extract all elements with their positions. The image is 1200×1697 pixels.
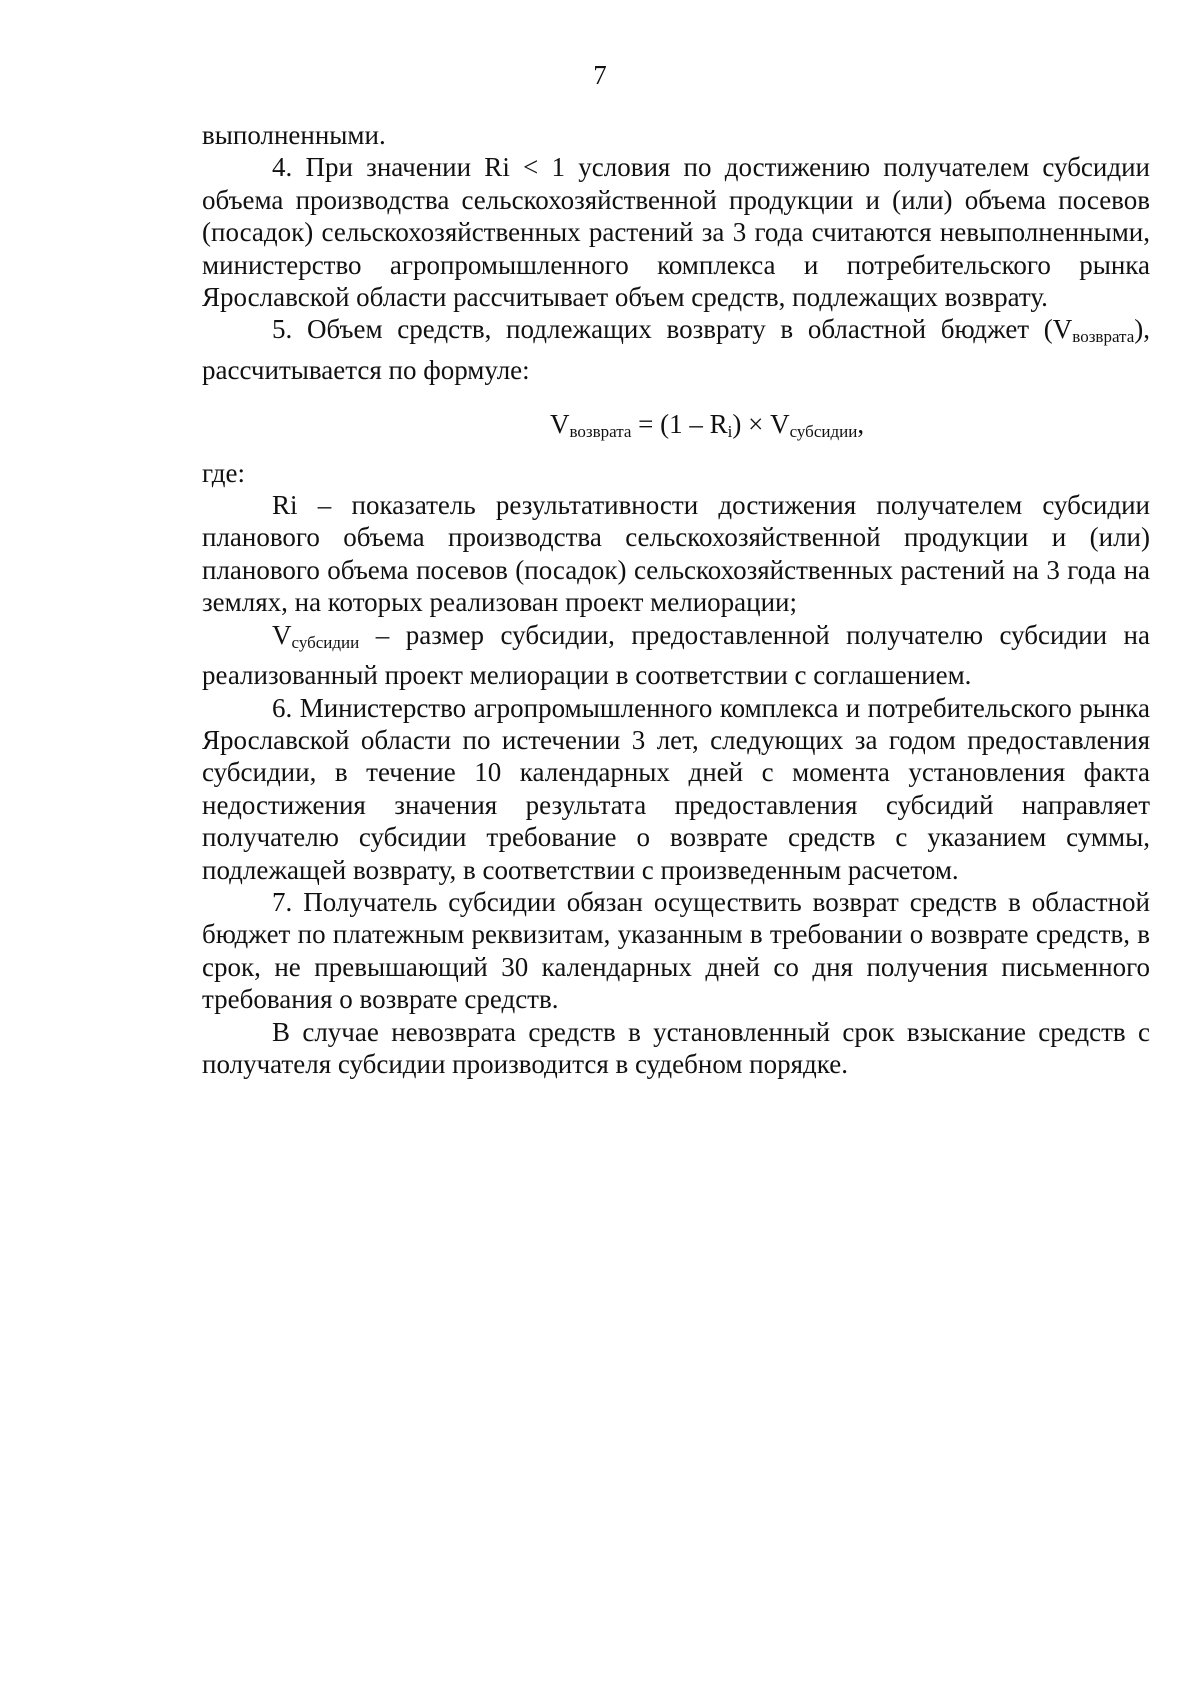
page-number: 7	[593, 60, 607, 90]
definition-ri: Ri – показатель результативности достижения получателем субсидии планового объема производства сельскохозяйственной продукции и (или) планового объема посевов (посадок) сельскохозяйственных растений на 3 года на землях, на которых реализован проект мелиорации;	[202, 490, 1150, 618]
paragraph-8: В случае невозврата средств в установленный срок взыскание средств с получателя субсидии производится в судебном порядке.	[202, 1016, 1150, 1079]
paragraph-5	[202, 313, 1150, 386]
formula-sub1: возврата	[569, 422, 632, 442]
paragraph-5-before: 5. Объем средств, подлежащих возврату в областной бюджет (V	[272, 314, 1073, 345]
where-label: где:	[202, 457, 245, 488]
formula	[202, 408, 1150, 448]
paragraph-continuation: выполненными.	[202, 120, 386, 150]
formula-middle: = (1 – R	[631, 409, 728, 440]
formula-middle2: ) × V	[732, 409, 790, 440]
formula-end: ,	[857, 409, 865, 440]
paragraph-7: 7. Получатель субсидии обязан осуществить возврат средств в областной бюджет по платежным реквизитам, указанным в требовании о возврате средств, в срок, не превышающий 30 календарных дней со дня получения письменного требования о возврате средств.	[202, 886, 1150, 1015]
paragraph-5-subscript: возврата	[1072, 327, 1135, 347]
definition-v-text: – размер субсидии, предоставленной получателю субсидии на реализованный проект мелиорации в соответствии с соглашением.	[202, 619, 1150, 691]
paragraph-4: 4. При значении Ri < 1 условия по достижению получателем субсидии объема производства сельскохозяйственной продукции и (или) объема посевов (посадок) сельскохозяйственных растений за 3 года считаются невыполненными, министерство агропромышленного комплекса и потребительского рынка Ярославской области рассчитывает объем средств, подлежащих возврату.	[202, 152, 1150, 313]
definition-v-subsidy	[202, 619, 1150, 692]
paragraph-6: 6. Министерство агропромышленного комплекса и потребительского рынка Ярославской области по истечении 3 лет, следующих за годом предоставления субсидии, в течение 10 календарных дней с момента установления факта недостижения значения результата предоставления субсидий направляет получателю субсидии требование о возврате средств с указанием суммы, подлежащей возврату, в соответствии с произведенным расчетом.	[202, 692, 1150, 885]
paragraph-5-after: ), рассчитывается по формуле:	[202, 314, 1150, 385]
formula-v1: V	[549, 409, 570, 440]
formula-sub3: субсидии	[789, 422, 858, 442]
definition-v-letter: V	[272, 619, 292, 650]
formula-sub2: i	[727, 422, 733, 442]
document-body	[202, 119, 1150, 1080]
definition-v-subscript: субсидии	[291, 632, 360, 652]
